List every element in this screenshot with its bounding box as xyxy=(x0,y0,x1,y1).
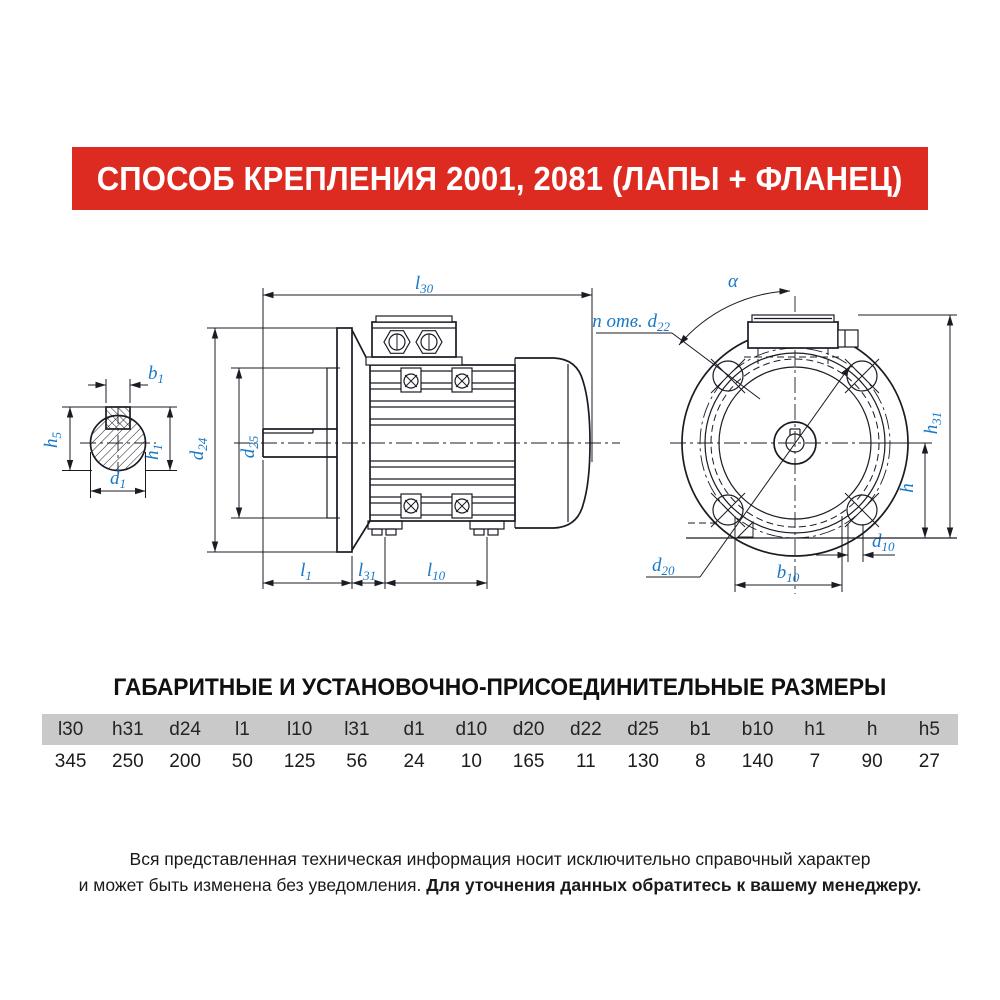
disclaimer xyxy=(0,846,1000,898)
table-header-cell: l31 xyxy=(344,719,370,740)
dim-label-l10: $l_{10}$ xyxy=(426,560,446,583)
table-value-cell: 200 xyxy=(169,751,201,772)
table-header-cell: d22 xyxy=(570,719,602,740)
table-header-cell: d10 xyxy=(455,719,488,740)
dim-label-h31: $h_{31}$ xyxy=(921,411,944,435)
dim-label-n-otv-d22: n отв. $d_{22}$ xyxy=(592,311,670,334)
table-value-cell: 8 xyxy=(695,751,706,772)
dim-label-b10: $b_{10}$ xyxy=(776,562,800,585)
table-header-cell: d25 xyxy=(627,719,659,740)
table-value-cell: 165 xyxy=(512,751,545,772)
dim-label-alpha: α xyxy=(728,271,738,292)
table-header-cell: l10 xyxy=(286,719,313,740)
table-value-cell: 125 xyxy=(283,751,316,772)
table-header-cell: h xyxy=(866,719,878,740)
table-value-cell: 11 xyxy=(576,751,596,772)
dim-label-d1: $d_1$ xyxy=(110,468,126,491)
page-title: СПОСОБ КРЕПЛЕНИЯ 2001, 2081 (ЛАПЫ + ФЛАНЕЦ) xyxy=(97,159,903,197)
dim-label-d20: $d_{20}$ xyxy=(652,555,675,578)
disclaimer-line2: и может быть изменена без уведомления. Для уточнения данных обратитесь к вашему менеджеру. xyxy=(78,875,922,895)
table-header-row xyxy=(42,714,958,745)
dimensions-heading: ГАБАРИТНЫЕ И УСТАНОВОЧНО-ПРИСОЕДИНИТЕЛЬНЫЕ РАЗМЕРЫ xyxy=(113,674,887,701)
flange-front-view xyxy=(592,271,957,594)
dim-label-d10: $d_{10}$ xyxy=(872,531,895,554)
table-header-cell: h5 xyxy=(918,719,940,740)
table-value-cell: 56 xyxy=(346,751,368,772)
dimensions-table xyxy=(42,714,958,779)
dim-label-b1: $b_1$ xyxy=(148,363,164,386)
motor-side-view xyxy=(187,273,620,589)
dim-label-h: h xyxy=(897,483,918,493)
disclaimer-line1: Вся представленная техническая информация носит исключительно справочный характер xyxy=(129,849,871,869)
table-value-cell: 345 xyxy=(54,751,87,772)
table-value-cell: 50 xyxy=(231,751,253,772)
table-value-cell: 10 xyxy=(460,751,482,772)
dim-label-h1: $h_1$ xyxy=(142,444,165,460)
table-values-row xyxy=(42,745,958,779)
table-header-cell: h31 xyxy=(112,719,144,740)
table-header-cell: h1 xyxy=(804,719,826,740)
dim-label-h5: $h_5$ xyxy=(41,432,64,448)
table-header-cell: l30 xyxy=(57,719,84,740)
table-header-cell: d20 xyxy=(512,719,545,740)
table-header-cell: d1 xyxy=(403,719,425,740)
table-value-cell: 140 xyxy=(741,751,774,772)
table-value-cell: 250 xyxy=(112,751,144,772)
dim-label-l31: $l_{31}$ xyxy=(357,560,377,583)
table-value-cell: 24 xyxy=(403,751,425,772)
table-value-cell: 90 xyxy=(861,751,883,772)
dim-label-l30: $l_{30}$ xyxy=(414,273,434,296)
dim-label-d25: $d_{25}$ xyxy=(238,435,261,459)
table-header-cell: b1 xyxy=(689,719,711,740)
dim-label-d24: $d_{24}$ xyxy=(187,437,210,461)
table-value-cell: 7 xyxy=(809,751,821,772)
table-header-cell: d24 xyxy=(169,719,201,740)
dim-label-l1: $l_1$ xyxy=(300,560,312,583)
table-header-cell: b10 xyxy=(741,719,774,740)
table-value-cell: 27 xyxy=(918,751,940,772)
table-header-cell: l1 xyxy=(234,719,250,740)
shaft-section-view xyxy=(41,363,177,498)
table-value-cell: 130 xyxy=(627,751,659,772)
